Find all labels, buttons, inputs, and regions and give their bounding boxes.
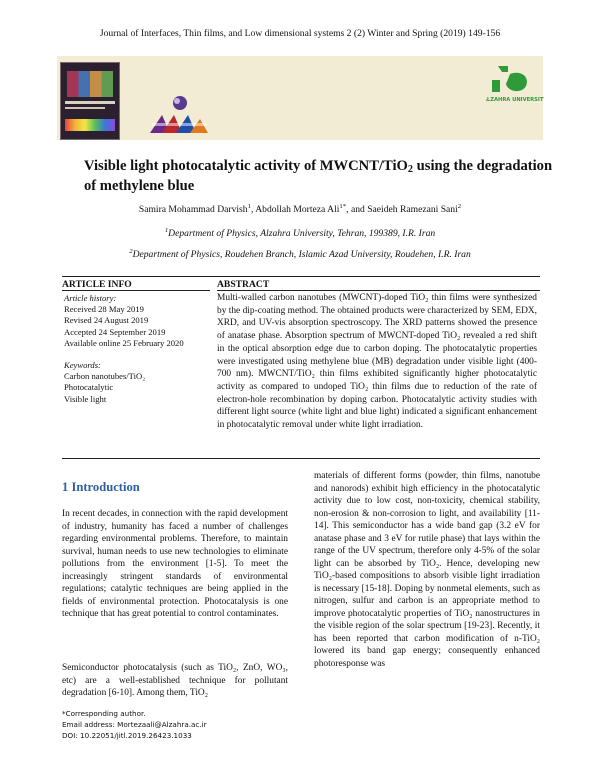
intro-column-2: materials of different forms (powder, thin films, nanotube and nanorods) exhibit high efficiency in the photocatalytic activity due to low cost, non-toxicity, chemical stability, non-erosion & non-corrosion to light, and availability [11-14]. This semiconductor has a wide band gap (3.2 eV for anatase phase and 3 eV for rutile phase) that lays within the range of the UV spectrum, therefore only 4-5% of the solar light can be absorbed by TiO₂. Hence, developing new TiO₂-based compositions to absorb visible light irradiation is necessary [15-18]. Doping by nonmetal elements, such as nitrogen, sulfur and carbon is an appropriate method to improve photocatalytic properties of TiO₂ nanostructures in the visible region of the solar spectrum [19-23]. Recently, it has been reported that carbon modification of n-TiO₂ lowered its band gap energy; consequently enhanced photoresponse was bbox=[314, 471, 540, 669]
alzahra-logo-icon bbox=[486, 62, 544, 110]
author-list: Samira Mohammad Darvish$^1$, Abdollah Morteza Ali$^{1*}$, and Saeideh Ramezani Sani$^2$ bbox=[138, 202, 462, 215]
header-banner bbox=[57, 56, 543, 140]
history-item: Revised 24 August 2019 bbox=[64, 315, 149, 326]
journal-header: Journal of Interfaces, Thin films, and Low dimensional systems 2 (2) Winter and Spring (2019) 149-156 bbox=[99, 28, 501, 39]
keyword: Carbon nanotubes/TiO₂ bbox=[64, 371, 146, 382]
keyword: Photocatalytic bbox=[64, 382, 114, 393]
intro-paragraph-1: In recent decades, in connection with the rapid development of industry, humanity has faced a number of challenges regarding environmental problems. Therefore, to maintain survival, human needs to use new technologies to eliminate pollutions from the environment [1-5]. To meet the increasingly stringent standards of environmental regulations; catalytic techniques are being applied in the fields of environmental protection. Photocatalysis is one technique that has great potential to control contaminates. bbox=[62, 509, 288, 619]
footnote bbox=[62, 708, 207, 741]
journal-logo-icon bbox=[148, 93, 210, 135]
article-info bbox=[64, 293, 214, 405]
divider bbox=[217, 290, 540, 291]
article-info-heading: ARTICLE INFO bbox=[62, 279, 132, 290]
affiliation-1: $^1$Department of Physics, Alzahra University, Tehran, 199389, I.R. Iran bbox=[164, 226, 436, 239]
author-name: and Saeideh Ramezani Sani bbox=[350, 204, 458, 215]
university-logo bbox=[486, 62, 544, 115]
divider bbox=[62, 290, 210, 291]
university-name: ALZAHRA UNIVERSITY bbox=[486, 97, 544, 103]
abstract-text: Multi-walled carbon nanotubes (MWCNT)-doped TiO₂ thin films were synthesized by the dip-coating method. The obtained products were characterized by SEM, EDX, XRD, and UV-vis absorption spectroscopy. The XRD patterns showed the presence of anatase phase. Absorption spectrum of MWCNT-doped TiO₂ revealed a red shift in the optical absorption edge due to carbon doping. The photocatalytic properties were investigated using methylene blue (MB) degradation under visible light (400-700 nm). MWCNT/TiO₂ thin films exhibited significantly higher photocatalytic activity as compared to undoped TiO₂ thin films due to reduction of the rate of electron-hole recombination by doping carbon. Photocatalytic activity studies with different light source (white light and blue light) indicated a significant enhancement in photocatalytic removal under white light irradiation. bbox=[217, 293, 537, 431]
keyword: Visible light bbox=[64, 393, 107, 404]
keywords-label: Keywords: bbox=[64, 360, 101, 371]
affiliation-2: $^2$Department of Physics, Roudehen Branch, Islamic Azad University, Roudehen, I.R. Iran bbox=[129, 247, 471, 260]
abstract-heading: ABSTRACT bbox=[217, 279, 270, 290]
history-label: Article history: bbox=[64, 293, 117, 303]
section-divider bbox=[62, 276, 540, 277]
email-address: Email address: Mortezaali@Alzahra.ac.ir bbox=[62, 720, 207, 729]
history-item: Accepted 24 September 2019 bbox=[64, 326, 166, 337]
intro-paragraph-2: Semiconductor photocatalysis (such as TiO₂, ZnO, WO₃, etc) are a well-established technique for pollutant degradation [6-10]. Among them, TiO₂ bbox=[62, 663, 288, 698]
introduction-heading: 1 Introduction bbox=[62, 480, 140, 494]
author-name: Abdollah Morteza Ali bbox=[255, 204, 340, 215]
doi: DOI: 10.22051/jitl.2019.26423.1033 bbox=[62, 731, 192, 740]
journal-cover-image bbox=[60, 62, 120, 140]
divider bbox=[62, 458, 540, 459]
corresponding-author: *Corresponding author. bbox=[62, 709, 146, 718]
article-title: Visible light photocatalytic activity of MWCNT/TiO$_2$ using the degradation of methylene blue bbox=[84, 158, 553, 194]
history-item: Received 28 May 2019 bbox=[64, 304, 144, 315]
history-item: Available online 25 February 2020 bbox=[64, 337, 184, 348]
author-name: Samira Mohammad Darvish bbox=[138, 204, 248, 215]
